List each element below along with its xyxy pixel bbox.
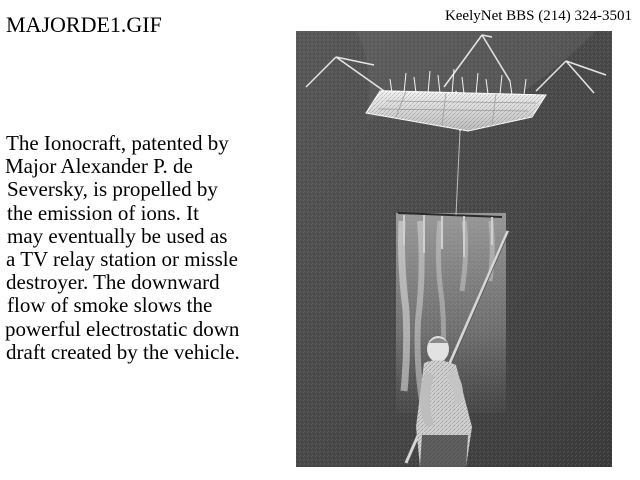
caption-line-9: powerful electrostatic down xyxy=(5,316,240,341)
caption-text xyxy=(0,132,292,364)
ionocraft-photo xyxy=(296,31,612,467)
caption-line-4: the emission of ions. It xyxy=(7,200,199,225)
caption-line-6: a TV relay station or missle xyxy=(6,247,238,272)
caption-line-10: draft created by the vehicle. xyxy=(6,339,240,364)
caption-line-2: Major Alexander P. de xyxy=(5,154,193,179)
caption-line-1: The Ionocraft, patented by xyxy=(6,131,229,155)
caption-line-3: Seversky, is propelled by xyxy=(7,177,218,202)
bbs-info: KeelyNet BBS (214) 324-3501 xyxy=(444,8,632,24)
caption-line-7: destroyer. The downward xyxy=(6,270,220,295)
caption-line-8: flow of smoke slows the xyxy=(7,293,213,318)
file-title: MAJORDE1.GIF xyxy=(6,12,162,37)
caption-line-5: may eventually be used as xyxy=(7,223,228,248)
